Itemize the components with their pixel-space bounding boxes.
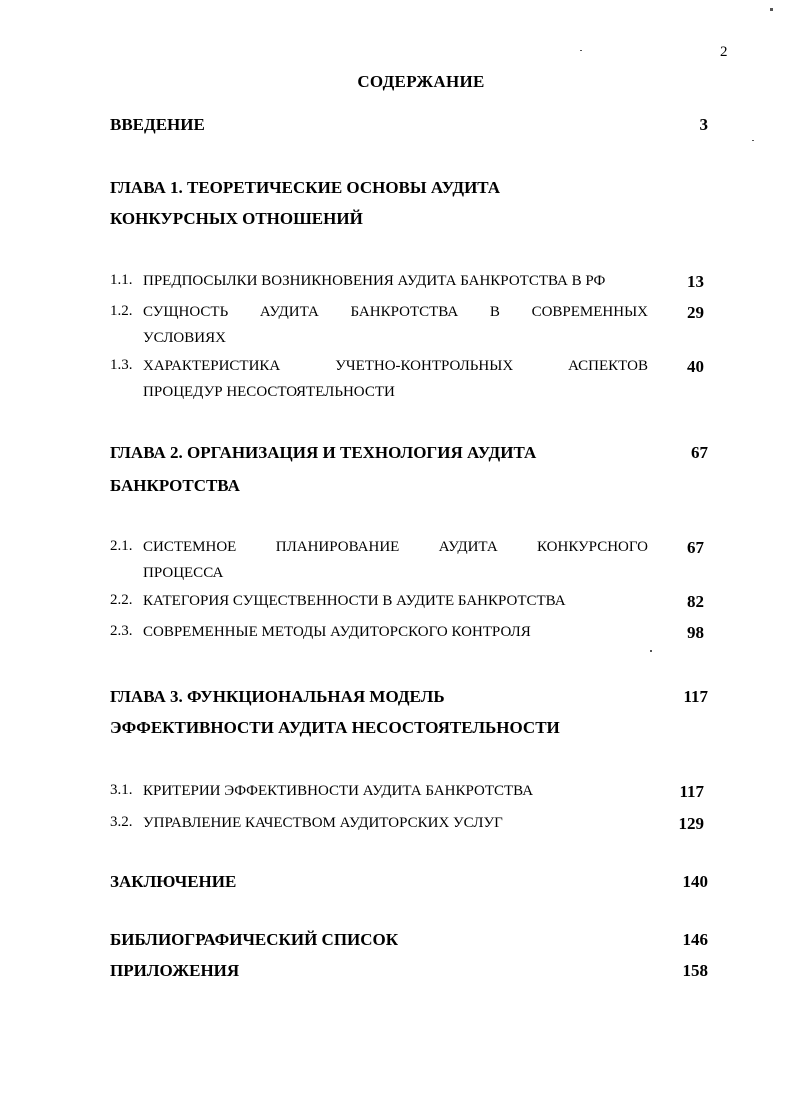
toc-conclusion-label: ЗАКЛЮЧЕНИЕ — [110, 872, 237, 891]
toc-section-1-2-number: 1.2. — [110, 303, 133, 319]
toc-chapter2-title-line2: БАНКРОТСТВА — [110, 476, 240, 495]
toc-section-1-3-title-line1: ХАРАКТЕРИСТИКА УЧЕТНО-КОНТРОЛЬНЫХ АСПЕКТОВ — [143, 358, 648, 374]
toc-section-2-2-number: 2.2. — [110, 592, 133, 608]
toc-intro-page: 3 — [699, 115, 708, 134]
toc-section-3-2-page: 129 — [678, 814, 704, 833]
toc-bibliography-label: БИБЛИОГРАФИЧЕСКИЙ СПИСОК — [110, 930, 399, 949]
toc-chapter2-title-line1: ГЛАВА 2. ОРГАНИЗАЦИЯ И ТЕХНОЛОГИЯ АУДИТА — [110, 443, 537, 462]
toc-section-1-2-title-line1: СУЩНОСТЬ АУДИТА БАНКРОТСТВА В СОВРЕМЕННЫХ — [143, 304, 648, 320]
toc-section-2-1-page: 67 — [687, 538, 704, 557]
scan-speck — [650, 650, 652, 652]
toc-section-1-3-number: 1.3. — [110, 357, 133, 373]
toc-section-1-3-page: 40 — [687, 357, 704, 376]
toc-section-3-1-title: КРИТЕРИИ ЭФФЕКТИВНОСТИ АУДИТА БАНКРОТСТВА — [143, 783, 534, 799]
toc-section-2-3-title: СОВРЕМЕННЫЕ МЕТОДЫ АУДИТОРСКОГО КОНТРОЛЯ — [143, 624, 531, 640]
toc-section-2-3-page: 98 — [687, 623, 704, 642]
toc-intro-label: ВВЕДЕНИЕ — [110, 115, 205, 134]
toc-appendix-label: ПРИЛОЖЕНИЯ — [110, 961, 240, 980]
toc-chapter3-page: 117 — [683, 687, 708, 706]
toc-section-1-2-page: 29 — [687, 303, 704, 322]
scan-speck — [580, 50, 582, 51]
toc-chapter3-title-line1: ГЛАВА 3. ФУНКЦИОНАЛЬНАЯ МОДЕЛЬ — [110, 687, 445, 706]
toc-chapter1-title-line1: ГЛАВА 1. ТЕОРЕТИЧЕСКИЕ ОСНОВЫ АУДИТА — [110, 178, 501, 197]
toc-conclusion-page: 140 — [682, 872, 708, 891]
toc-section-1-1-page: 13 — [687, 272, 704, 291]
scan-speck — [752, 140, 754, 141]
toc-section-3-1-page: 117 — [679, 782, 704, 801]
toc-section-1-1-number: 1.1. — [110, 272, 133, 288]
toc-section-2-1-number: 2.1. — [110, 538, 133, 554]
toc-bibliography-page: 146 — [682, 930, 708, 949]
toc-section-1-3-title-line2: ПРОЦЕДУР НЕСОСТОЯТЕЛЬНОСТИ — [143, 384, 395, 400]
toc-chapter1-title-line2: КОНКУРСНЫХ ОТНОШЕНИЙ — [110, 209, 363, 228]
page-number: 2 — [720, 44, 728, 60]
toc-section-1-2-title-line2: УСЛОВИЯХ — [143, 330, 226, 346]
toc-section-1-1-title: ПРЕДПОСЫЛКИ ВОЗНИКНОВЕНИЯ АУДИТА БАНКРОТСТВА В РФ — [143, 273, 606, 289]
toc-section-3-2-title: УПРАВЛЕНИЕ КАЧЕСТВОМ АУДИТОРСКИХ УСЛУГ — [143, 815, 503, 831]
toc-section-2-2-page: 82 — [687, 592, 704, 611]
page-title: СОДЕРЖАНИЕ — [357, 72, 485, 91]
toc-chapter2-page: 67 — [691, 443, 708, 462]
toc-appendix-page: 158 — [682, 961, 708, 980]
scan-speck — [770, 8, 773, 11]
toc-section-3-2-number: 3.2. — [110, 814, 133, 830]
toc-chapter3-title-line2: ЭФФЕКТИВНОСТИ АУДИТА НЕСОСТОЯТЕЛЬНОСТИ — [110, 718, 560, 737]
toc-section-2-1-title-line2: ПРОЦЕССА — [143, 565, 224, 581]
toc-section-2-3-number: 2.3. — [110, 623, 133, 639]
toc-section-2-2-title: КАТЕГОРИЯ СУЩЕСТВЕННОСТИ В АУДИТЕ БАНКРОТСТВА — [143, 593, 566, 609]
toc-section-3-1-number: 3.1. — [110, 782, 133, 798]
toc-section-2-1-title-line1: СИСТЕМНОЕ ПЛАНИРОВАНИЕ АУДИТА КОНКУРСНОГО — [143, 539, 648, 555]
